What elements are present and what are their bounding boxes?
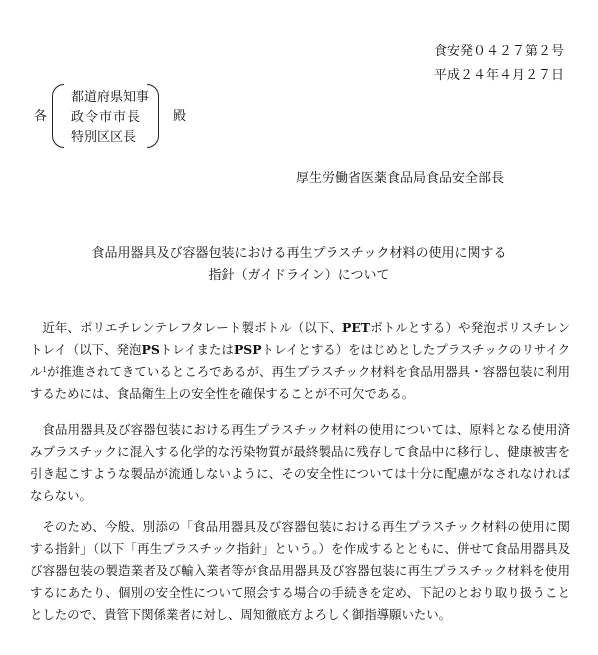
footnote-marker: 1	[42, 366, 47, 374]
addressee-honorific: 殿	[173, 109, 187, 124]
title-line-2: 指針（ガイドライン）について	[208, 268, 390, 283]
sender: 厚生労働省医薬食品局食品安全部長	[296, 171, 505, 186]
paragraph-3: そのため、今般、別添の「食品用器具及び容器包装における再生プラスチック材料の使用に関する指針」（以下「再生プラスチック指針」という。）を作成するとともに、併せて食品用器具及び容器包装の製造業者及び輸入業者等が食品用器具及び容器包装に再生プラスチック材料を使用するにあたり、個別の安全性について照会する場合の手続きを定め、下記のとおり取り扱うこととしたので、貴管下関係業者に対し、周知徹底方よろしく御指導願いたい。	[30, 519, 570, 622]
para1-bold-ps: PS	[141, 342, 160, 357]
addressee-governors: 都道府県知事	[71, 90, 150, 105]
para1-text-3: トレイまたは	[159, 342, 234, 357]
para1-bold-pet: PET	[342, 320, 371, 335]
paragraph-1	[30, 317, 570, 405]
para1-text-5: が推進されてきているところであるが、再生プラスチック材料を食品用器具・容器包装に利用するためには、食品衛生上の安全性を確保することが不可欠である。	[30, 364, 570, 401]
addressee-ward-mayors: 特別区区長	[71, 130, 137, 145]
document-number: 食安発０４２７第２号	[433, 44, 564, 59]
para1-text-4: トレイとする）をはじめとしたプラスチックのリサイクル	[30, 342, 570, 379]
addressee-prefix: 各	[34, 109, 48, 124]
para1-text-1: 近年、ポリエチレンテレフタレート製ボトル（以下、	[42, 320, 343, 335]
para1-bold-psp: PSP	[233, 342, 262, 357]
left-brace	[52, 84, 64, 148]
addressee-city-mayors: 政令市市長	[71, 110, 142, 125]
para1-text-2: ボトルとする）や発泡ポリスチレントレイ（以下、発泡	[30, 320, 570, 357]
paragraph-2: 食品用器具及び容器包装における再生プラスチック材料の使用については、原料となる使用済みプラスチックに混入する化学的な汚染物質が最終製品に残存して食品中に移行し、健康被害を引き起こすような製品が流通しないように、その安全性については十分に配慮がなされなければならない。	[30, 422, 570, 503]
document-date: 平成２４年４月２７日	[433, 68, 564, 83]
title-line-1: 食品用器具及び容器包装における再生プラスチック材料の使用に関する	[91, 246, 507, 261]
